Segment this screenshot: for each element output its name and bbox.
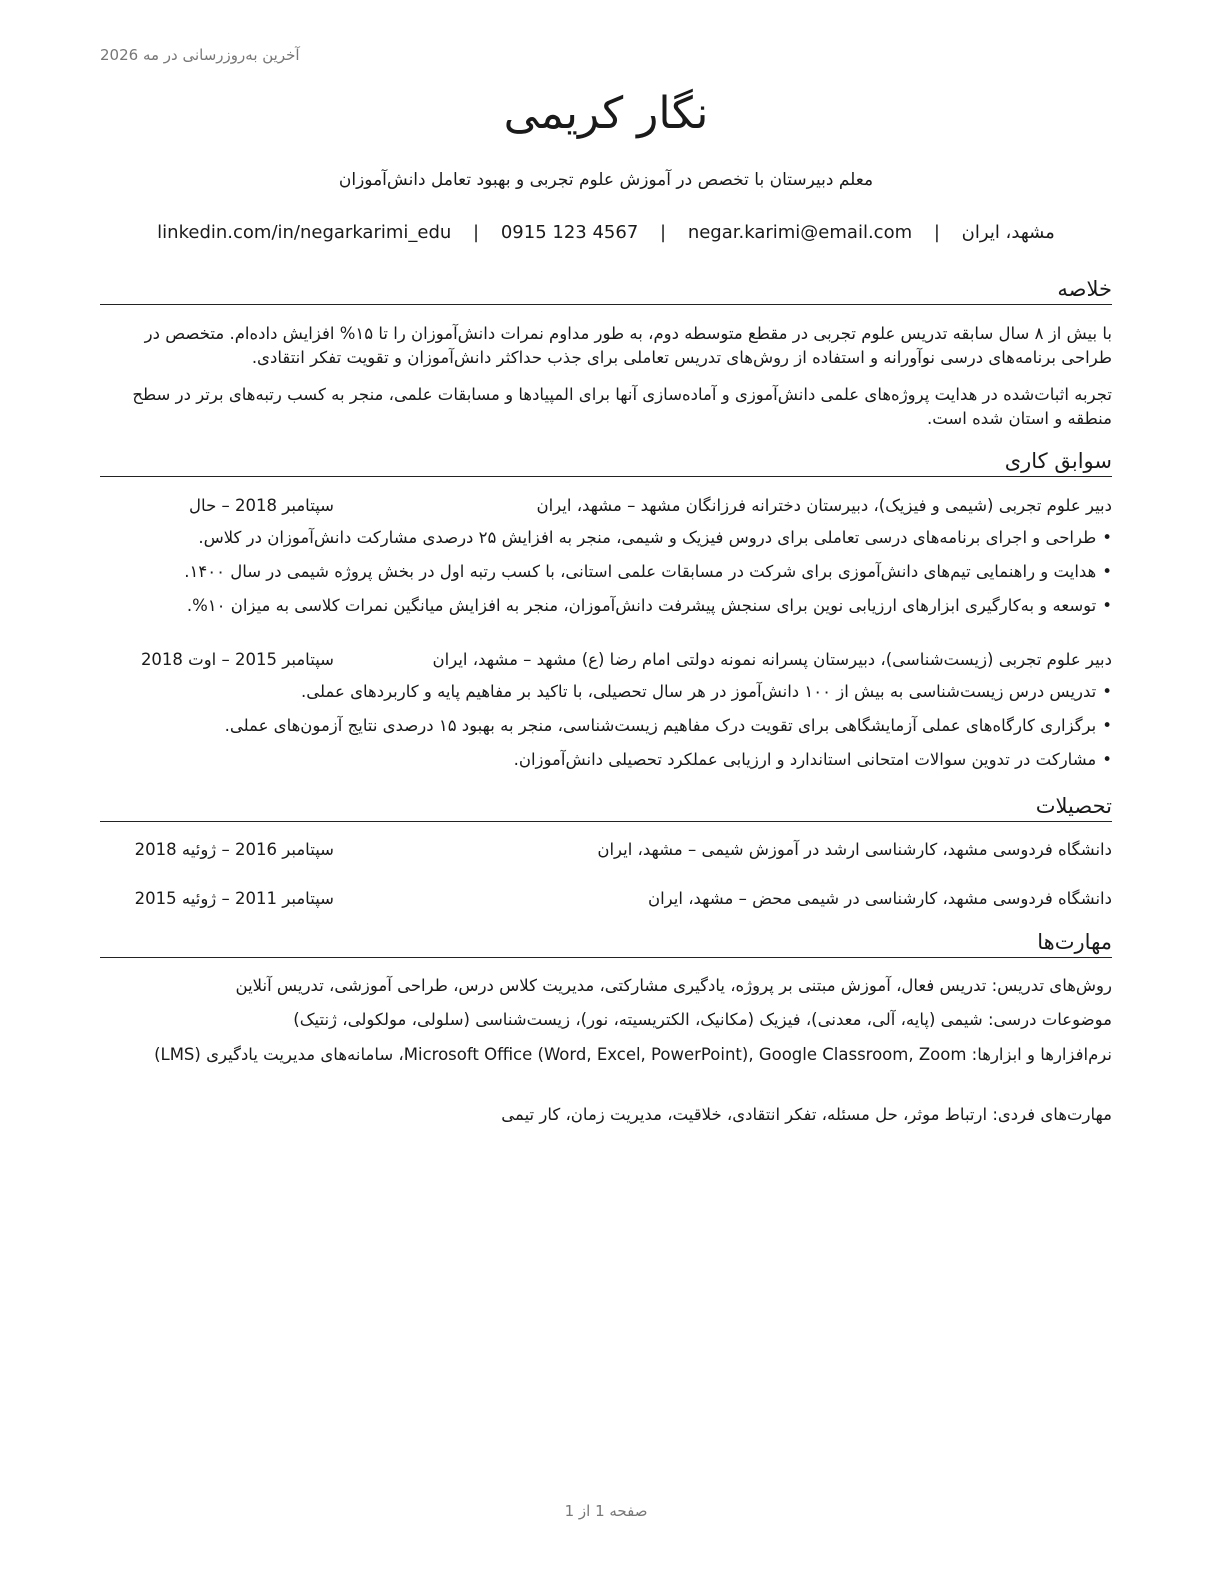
person-name: نگار کریمی bbox=[503, 88, 709, 139]
contact-separator: | bbox=[933, 222, 940, 243]
bullet-dot: • bbox=[1102, 562, 1112, 581]
page-number: صفحه 1 از 1 bbox=[564, 1502, 648, 1520]
job-bullet: •هدایت و راهنمایی تیم‌های دانش‌آموزی برای شرکت در مسابقات علمی استانی، با کسب رتبه اول در بخش پروژه شیمی در سال ۱۴۰۰. bbox=[184, 562, 1112, 581]
contact-email[interactable]: negar.karimi@email.com bbox=[687, 222, 913, 243]
education-title: دانشگاه فردوسی مشهد، کارشناسی در شیمی محض – مشهد، ایران bbox=[647, 889, 1112, 908]
job-entry bbox=[100, 648, 1112, 672]
summary-paragraph: تجربه اثبات‌شده در هدایت پروژه‌های علمی دانش‌آموزی و آماده‌سازی آنها برای المپیادها و مسابقات علمی، منجر به کسب رتبه‌های برتر در سطح منطقه و استان شده است. bbox=[132, 385, 1112, 428]
education-dates: سپتامبر 2016 – ژوئیه 2018 bbox=[134, 840, 334, 859]
job-title: دبیر علوم تجربی (شیمی و فیزیک)، دبیرستان دخترانه فرزانگان مشهد – مشهد، ایران bbox=[536, 496, 1112, 515]
skill-line: روش‌های تدریس: تدریس فعال، آموزش مبتنی بر پروژه، یادگیری مشارکتی، مدیریت کلاس درس، طراحی آموزشی، تدریس آنلاین bbox=[235, 976, 1112, 995]
skill-line: مهارت‌های فردی: ارتباط موثر، حل مسئله، تفکر انتقادی، خلاقیت، مدیریت زمان، کار تیمی bbox=[501, 1105, 1112, 1124]
resume-page bbox=[100, 0, 1112, 1584]
contact-separator: | bbox=[660, 222, 667, 243]
job-bullet: •طراحی و اجرای برنامه‌های درسی تعاملی برای دروس فیزیک و شیمی، منجر به افزایش ۲۵ درصدی مشارکت دانش‌آموزان در کلاس. bbox=[198, 528, 1112, 547]
skill-line: نرم‌افزارها و ابزارها: Microsoft Office (Word, Excel, PowerPoint), Google Classroom, Zoom، سامانه‌های مدیریت یادگیری (LMS) bbox=[154, 1045, 1112, 1064]
education-title: دانشگاه فردوسی مشهد، کارشناسی ارشد در آموزش شیمی – مشهد، ایران bbox=[597, 840, 1112, 859]
job-entry bbox=[100, 494, 1112, 518]
tagline: معلم دبیرستان با تخصص در آموزش علوم تجربی و بهبود تعامل دانش‌آموزان bbox=[338, 170, 874, 190]
job-title: دبیر علوم تجربی (زیست‌شناسی)، دبیرستان پسرانه نمونه دولتی امام رضا (ع) مشهد – مشهد، ایران bbox=[432, 650, 1112, 669]
section-heading-summary: خلاصه bbox=[100, 276, 1112, 305]
education-entry bbox=[100, 838, 1112, 862]
bullet-dot: • bbox=[1102, 750, 1112, 769]
section-heading-experience: سوابق کاری bbox=[100, 448, 1112, 477]
contact-phone[interactable]: 0915 123 4567 bbox=[500, 222, 639, 243]
section-heading-education: تحصیلات bbox=[100, 793, 1112, 822]
summary-paragraph: با بیش از ۸ سال سابقه تدریس علوم تجربی در مقطع متوسطه دوم، به طور مداوم نمرات دانش‌آموزان را تا ۱۵% افزایش داده‌ام. متخصص در طراحی برنامه‌های درسی نوآورانه و استفاده از روش‌های تدریس تعاملی برای جذب حداکثر دانش‌آموزان و تقویت تفکر انتقادی. bbox=[144, 324, 1112, 367]
job-bullet: •توسعه و به‌کارگیری ابزارهای ارزیابی نوین برای سنجش پیشرفت دانش‌آموزان، منجر به افزایش میانگین نمرات کلاسی به میزان ۱۰%. bbox=[186, 596, 1112, 615]
bullet-dot: • bbox=[1102, 682, 1112, 701]
contact-location: مشهد، ایران bbox=[961, 222, 1055, 243]
job-dates: سپتامبر 2018 – حال bbox=[189, 496, 334, 515]
section-heading-skills: مهارت‌ها bbox=[100, 929, 1112, 958]
bullet-dot: • bbox=[1102, 596, 1112, 615]
bullet-dot: • bbox=[1102, 528, 1112, 547]
education-entry bbox=[100, 887, 1112, 911]
bullet-dot: • bbox=[1102, 716, 1112, 735]
last-updated-note: آخرین به‌روزرسانی در مه 2026 bbox=[100, 46, 300, 64]
job-bullet: •برگزاری کارگاه‌های عملی آزمایشگاهی برای تقویت درک مفاهیم زیست‌شناسی، منجر به بهبود ۱۵ درصدی نتایج آزمون‌های عملی. bbox=[224, 716, 1112, 735]
contact-separator: | bbox=[473, 222, 480, 243]
job-bullet: •مشارکت در تدوین سوالات امتحانی استاندارد و ارزیابی عملکرد تحصیلی دانش‌آموزان. bbox=[513, 750, 1112, 769]
job-bullet: •تدریس درس زیست‌شناسی به بیش از ۱۰۰ دانش‌آموز در هر سال تحصیلی، با تاکید بر مفاهیم پایه و کاربردهای عملی. bbox=[301, 682, 1112, 701]
education-dates: سپتامبر 2011 – ژوئیه 2015 bbox=[134, 889, 334, 908]
skill-line: موضوعات درسی: شیمی (پایه، آلی، معدنی)، فیزیک (مکانیک، الکتریسیته، نور)، زیست‌شناسی (سلولی، مولکولی، ژنتیک) bbox=[293, 1010, 1112, 1029]
contact-line bbox=[100, 222, 1112, 243]
job-dates: سپتامبر 2015 – اوت 2018 bbox=[140, 650, 334, 669]
contact-linkedin[interactable]: linkedin.com/in/negarkarimi_edu bbox=[157, 222, 452, 243]
